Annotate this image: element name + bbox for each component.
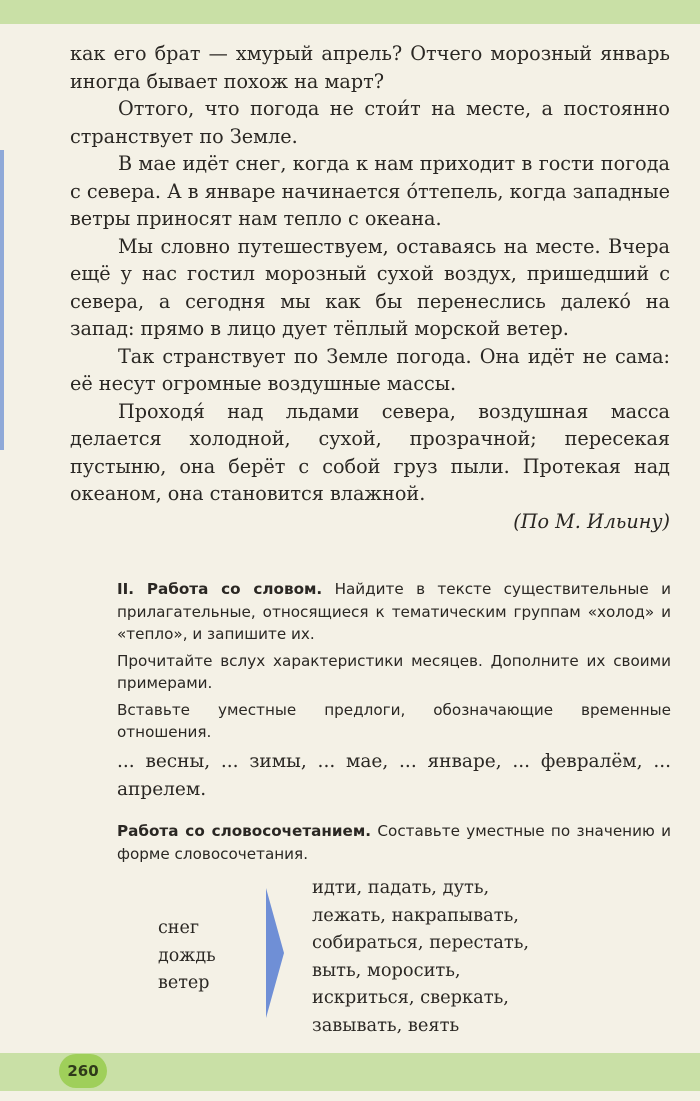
task-3-main xyxy=(117,820,671,865)
task-2 xyxy=(117,578,671,744)
page-number: 260 xyxy=(59,1054,107,1088)
task-3-instruction: Составьте уместные по значению и форме словосочетания. xyxy=(117,822,671,863)
paragraph: как его брат — хмурый апрель? Отчего морозный январь иногда бывает похож на март? xyxy=(70,42,670,93)
task-2-instruction: Найдите в тексте существительные и прилагательные, относящиеся к тематическим группам «холод» и «тепло», и запишите их. xyxy=(117,580,671,643)
task-2-heading: II. Работа со словом. xyxy=(117,580,323,598)
verb-line: выть, моросить, xyxy=(312,959,461,981)
verb-line: завывать, веять xyxy=(312,1014,460,1036)
verb-list xyxy=(312,874,529,1039)
paragraph: Проходя́ над льдами севера, воздушная масса делается холодной, сухой, прозрачной; пересекая пустыню, она берёт с собой груз пыли. Протекая над океаном, она становится влажной. xyxy=(70,399,670,505)
paragraph: В мае идёт снег, когда к нам приходит в гости погода с севера. А в январе начинается о́ттепель, когда западные ветры приносят нам тепло с океана. xyxy=(70,152,670,230)
paragraph: Так странствует по Земле погода. Она идёт не сама: её несут огромные воздушные массы. xyxy=(70,344,670,395)
paragraph: Мы словно путешествуем, оставаясь на месте. Вчера ещё у нас гостил морозный сухой воздух, пришедший с севера, а сегодня мы как бы перенеслись далеко́ на запад: прямо в лицо дует тёплый морской ветер. xyxy=(70,234,670,340)
verb-line: собираться, перестать, xyxy=(312,932,530,953)
task-3-heading: Работа со словосочетанием. xyxy=(117,822,372,840)
reading-text xyxy=(70,40,670,535)
task-2-line: Прочитайте вслух характеристики месяцев. Дополните их своими примерами. xyxy=(117,651,671,692)
verb-line: лежать, накрапывать, xyxy=(312,904,519,926)
noun-item: ветер xyxy=(158,973,210,993)
noun-list xyxy=(158,915,216,998)
verb-line: идти, падать, дуть, xyxy=(312,877,490,898)
paragraph: Оттого, что погода не стои́т на месте, а постоянно странствует по Земле. xyxy=(70,97,670,148)
right-arrow-icon xyxy=(262,888,286,1018)
noun-item: снег xyxy=(158,918,199,938)
top-decorative-band xyxy=(0,0,700,24)
left-margin-strip xyxy=(0,150,4,450)
prepositions-exercise: ... весны, ... зимы, ... мае, ... январе, ... февралём, ... апрелем. xyxy=(117,751,671,800)
task-2-main xyxy=(117,578,671,646)
source-attribution: (По М. Ильину) xyxy=(513,509,670,533)
verb-line: искриться, сверкать, xyxy=(312,987,509,1008)
noun-item: дождь xyxy=(158,945,216,966)
task-2-line: Вставьте уместные предлоги, обозначающие временные отношения. xyxy=(117,700,671,741)
task-3 xyxy=(117,820,671,865)
